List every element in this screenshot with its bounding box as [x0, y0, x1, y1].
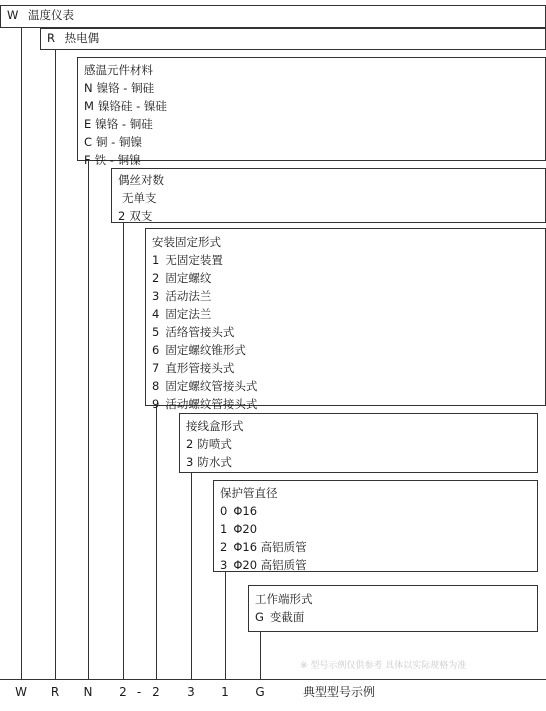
protection-tube-item: [214, 502, 537, 520]
element-material-item: [78, 97, 545, 115]
connector-line-r: [55, 28, 56, 679]
box-mounting: [145, 228, 546, 411]
protection-tube-item-code: 2: [220, 540, 228, 554]
wire-pairs-title: 偶丝对数: [118, 173, 164, 187]
protection-tube-item-code: 0: [220, 504, 228, 518]
element-material-item-code: N: [84, 81, 93, 95]
element-material-title: 感温元件材料: [84, 63, 153, 77]
mounting-item-label: 活动法兰: [165, 289, 212, 303]
mounting-item-label: 固定螺纹: [165, 271, 212, 285]
element-material-item: [78, 133, 545, 151]
junction-box-title: 接线盒形式: [186, 419, 244, 433]
protection-tube-item-label: Φ16 高铝质管: [233, 540, 307, 554]
faint-watermark-text: ※ 型号示例仅供参考 具体以实际规格为准: [300, 661, 467, 671]
level2-code: R: [47, 31, 55, 45]
box-wire-pairs: [111, 168, 546, 223]
working-end-item-label: 变截面: [269, 610, 305, 624]
mounting-item-code: 9: [152, 397, 160, 411]
example-code-dash: -: [136, 685, 142, 699]
example-code-tube: 1: [221, 685, 229, 699]
mounting-item: [146, 323, 545, 341]
box-level1: [0, 5, 546, 28]
mounting-item: [146, 359, 545, 377]
mounting-item: [146, 287, 545, 305]
mounting-item-code: 4: [152, 307, 160, 321]
mounting-item-code: 1: [152, 253, 160, 267]
mounting-item-code: 2: [152, 271, 160, 285]
element-material-item-label: 镍铬硅 - 镍硅: [97, 99, 167, 113]
junction-box-item-code: 2: [186, 437, 194, 451]
wire-pairs-item-label: 双支: [129, 209, 153, 223]
element-material-item-code: E: [84, 117, 92, 131]
box-level2: [40, 28, 546, 50]
mounting-item-label: 固定螺纹管接头式: [165, 379, 258, 393]
wire-pairs-item-code: 2: [118, 209, 126, 223]
protection-tube-item-label: Φ16: [233, 504, 258, 518]
junction-box-item-label: 防水式: [197, 455, 232, 469]
element-material-item-label: 铜 - 铜镍: [96, 135, 142, 149]
example-code-mount: 2: [152, 685, 160, 699]
junction-box-item: [180, 453, 537, 471]
protection-tube-item: [214, 520, 537, 538]
mounting-item-code: 7: [152, 361, 160, 375]
wire-pairs-item-label: 无单支: [122, 191, 157, 205]
mounting-item: [146, 269, 545, 287]
level1-code: W: [7, 8, 19, 22]
element-material-item-code: M: [84, 99, 94, 113]
example-caption: 典型型号示例: [303, 685, 376, 699]
element-material-item-label: 镍铬 - 铜硅: [95, 117, 153, 131]
example-code-n: N: [83, 685, 93, 699]
protection-tube-title: 保护管直径: [220, 486, 278, 500]
example-code-w: W: [15, 685, 27, 699]
box-element-material: [77, 57, 546, 167]
example-code-pairs: 2: [119, 685, 127, 699]
connector-line-pairs: [123, 168, 124, 679]
junction-box-item-label: 防喷式: [197, 437, 232, 451]
mounting-item: [146, 341, 545, 359]
level1-label: 温度仪表: [28, 8, 75, 22]
element-material-item: [78, 115, 545, 133]
mounting-item-code: 8: [152, 379, 160, 393]
mounting-item-label: 直形管接头式: [165, 361, 235, 375]
baseline: [0, 679, 546, 680]
mounting-item-label: 无固定装置: [165, 253, 223, 267]
example-code-box: 3: [187, 685, 195, 699]
level2-label: 热电偶: [64, 31, 100, 45]
protection-tube-item-code: 3: [220, 558, 228, 572]
connector-line-w: [21, 5, 22, 679]
protection-tube-item: [214, 538, 537, 556]
element-material-item: [78, 79, 545, 97]
working-end-item: [249, 608, 537, 626]
mounting-item-label: 固定螺纹锥形式: [165, 343, 246, 357]
example-code-r: R: [50, 685, 60, 699]
wire-pairs-item: [112, 207, 545, 225]
box-working-end: [248, 585, 538, 632]
working-end-item-code: G: [255, 610, 264, 624]
box-protection-tube: [213, 480, 538, 572]
junction-box-item-code: 3: [186, 455, 194, 469]
mounting-item: [146, 395, 545, 413]
mounting-item: [146, 305, 545, 323]
working-end-title: 工作端形式: [255, 592, 313, 606]
element-material-item-code: C: [84, 135, 93, 149]
mounting-item-code: 5: [152, 325, 160, 339]
box-junction-box: [179, 413, 538, 473]
junction-box-item: [180, 435, 537, 453]
mounting-item-code: 6: [152, 343, 160, 357]
protection-tube-item: [214, 556, 537, 574]
protection-tube-item-code: 1: [220, 522, 228, 536]
mounting-title: 安装固定形式: [152, 235, 221, 249]
mounting-item: [146, 377, 545, 395]
mounting-item-label: 活络管接头式: [165, 325, 235, 339]
element-material-item-code: F: [84, 153, 91, 167]
mounting-item-label: 活动螺纹管接头式: [165, 397, 258, 411]
protection-tube-item-label: Φ20: [233, 522, 258, 536]
mounting-item-code: 3: [152, 289, 160, 303]
protection-tube-item-label: Φ20 高铝质管: [233, 558, 307, 572]
element-material-item: [78, 151, 545, 169]
example-code-end: G: [255, 685, 265, 699]
element-material-item-label: 铁 - 铜镍: [94, 153, 141, 167]
wire-pairs-item: [112, 189, 545, 207]
level2-row: [41, 29, 545, 47]
level1-row: [1, 6, 545, 24]
mounting-item-label: 固定法兰: [165, 307, 212, 321]
mounting-item: [146, 251, 545, 269]
element-material-item-label: 镍铬 - 铜硅: [96, 81, 155, 95]
